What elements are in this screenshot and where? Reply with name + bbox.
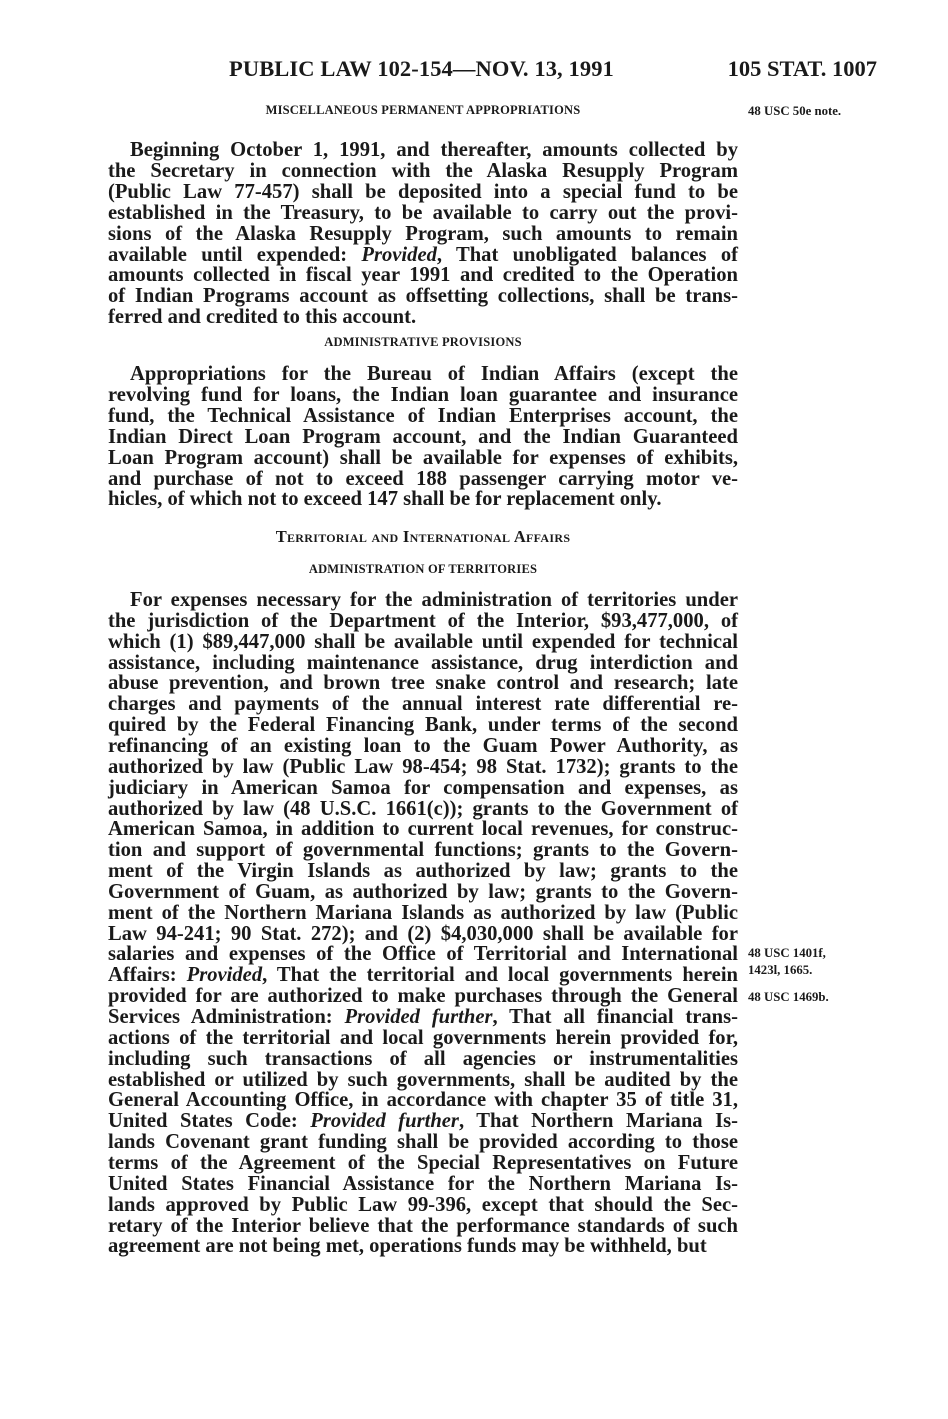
territories-line: agreement are not being met, operations funds may be withheld, but [108, 1235, 707, 1258]
territories-line: judiciary in American Samoa for compensation and expenses, as [108, 776, 738, 799]
admin-heading: ADMINISTRATIVE PROVISIONS [324, 335, 522, 349]
misc-heading: MISCELLANEOUS PERMANENT APPROPRIATIONS [265, 103, 581, 117]
margin-note-2: 48 USC 1401f, 1423l, 1665. [748, 946, 826, 977]
territories-line: quired by the Federal Financing Bank, under terms of the second [108, 714, 738, 737]
admin-line: and purchase of not to exceed 188 passenger carrying motor ve- [108, 467, 738, 490]
territories-line: Services Administration: Provided further, That all financial trans- [108, 1006, 738, 1028]
territories-line: Government of Guam, as authorized by law; grants to the Govern- [108, 880, 738, 903]
territories-line: General Accounting Office, in accordance with chapter 35 of title 31, [108, 1089, 738, 1112]
territories-line: established or utilized by such governments, shall be audited by the [108, 1068, 738, 1091]
admin-line: Appropriations for the Bureau of Indian Affairs (except the [130, 363, 738, 385]
territories-line: For expenses necessary for the administration of territories under [130, 589, 738, 611]
territories-line: abuse prevention, and brown tree snake control and research; late [108, 672, 738, 695]
territories-line: which (1) $89,447,000 shall be available until expended for technical [108, 630, 738, 653]
territories-line: American Samoa, in addition to current local revenues, for construc- [108, 818, 738, 841]
territories-line: ment of the Northern Mariana Islands as authorized by law (Public [108, 901, 738, 924]
admin-line: fund, the Technical Assistance of Indian Enterprises account, the [108, 404, 738, 427]
territories-line: actions of the territorial and local governments herein provided for, [108, 1026, 738, 1049]
margin-note-1: 48 USC 50e note. [748, 104, 842, 118]
territories-line: the jurisdiction of the Department of the Interior, $93,477,000, of [108, 609, 738, 632]
misc-line: (Public Law 77-457) shall be deposited into a special fund to be [108, 180, 738, 203]
admin-line: Indian Direct Loan Program account, and the Indian Guaranteed [108, 425, 738, 448]
misc-line: available until expended: Provided, That unobligated balances of [108, 243, 738, 266]
header-stat-page: 105 STAT. 1007 [727, 56, 877, 81]
misc-line: established in the Treasury, to be available to carry out the provi- [108, 201, 738, 224]
territories-line: United States Financial Assistance for the Northern Mariana Is- [108, 1172, 738, 1195]
territories-line: including such transactions of all agencies or instrumentalities [108, 1047, 738, 1070]
territories-line: Law 94-241; 90 Stat. 272); and (2) $4,030,000 shall be available for [108, 922, 738, 945]
page-header [229, 56, 877, 88]
territories-line: Affairs: Provided, That the territorial and local governments herein [108, 964, 738, 987]
territories-line: charges and payments of the annual interest rate differential re- [108, 693, 738, 716]
territories-line: authorized by law (Public Law 98-454; 98 Stat. 1732); grants to the [108, 755, 738, 778]
territories-line: lands Covenant grant funding shall be provided according to those [108, 1131, 738, 1154]
territories-line: retary of the Interior believe that the performance standards of such [108, 1214, 738, 1237]
admin-territories-heading: ADMINISTRATION OF TERRITORIES [308, 562, 538, 576]
misc-line: amounts collected in fiscal year 1991 and credited to the Operation [108, 264, 738, 287]
misc-line: ferred and credited to this account. [108, 306, 417, 329]
territories-line: authorized by law (48 U.S.C. 1661(c)); grants to the Government of [108, 797, 738, 820]
admin-line: revolving fund for loans, the Indian loan guarantee and insurance [108, 383, 738, 406]
admin-line: hicles, of which not to exceed 147 shall be for replacement only. [108, 488, 662, 511]
header-public-law: PUBLIC LAW 102-154—NOV. 13, 1991 [229, 56, 614, 81]
misc-line: sions of the Alaska Resupply Program, such amounts to remain [108, 222, 738, 245]
territories-line: assistance, including maintenance assistance, drug interdiction and [108, 651, 738, 674]
territories-line: salaries and expenses of the Office of Territorial and International [108, 943, 738, 966]
margin-note-3: 48 USC 1469b. [748, 990, 829, 1004]
territories-line: tion and support of governmental functions; grants to the Govern- [108, 839, 738, 862]
territories-line: United States Code: Provided further, That Northern Mariana Is- [108, 1110, 738, 1133]
territories-line: lands approved by Public Law 99-396, except that should the Sec- [108, 1193, 738, 1216]
territories-line: terms of the Agreement of the Special Representatives on Future [108, 1151, 738, 1174]
territorial-heading: Territorial and International Affairs [275, 527, 571, 546]
misc-line: Beginning October 1, 1991, and thereafter, amounts collected by [130, 139, 738, 161]
territories-line: provided for are authorized to make purchases through the General [108, 985, 738, 1008]
misc-line: of Indian Programs account as offsetting collections, shall be trans- [108, 285, 738, 308]
admin-line: Loan Program account) shall be available for expenses of exhibits, [108, 446, 738, 469]
territories-line: ment of the Virgin Islands as authorized by law; grants to the [108, 860, 738, 883]
misc-line: the Secretary in connection with the Alaska Resupply Program [108, 159, 738, 182]
territories-line: refinancing of an existing loan to the Guam Power Authority, as [108, 734, 738, 757]
